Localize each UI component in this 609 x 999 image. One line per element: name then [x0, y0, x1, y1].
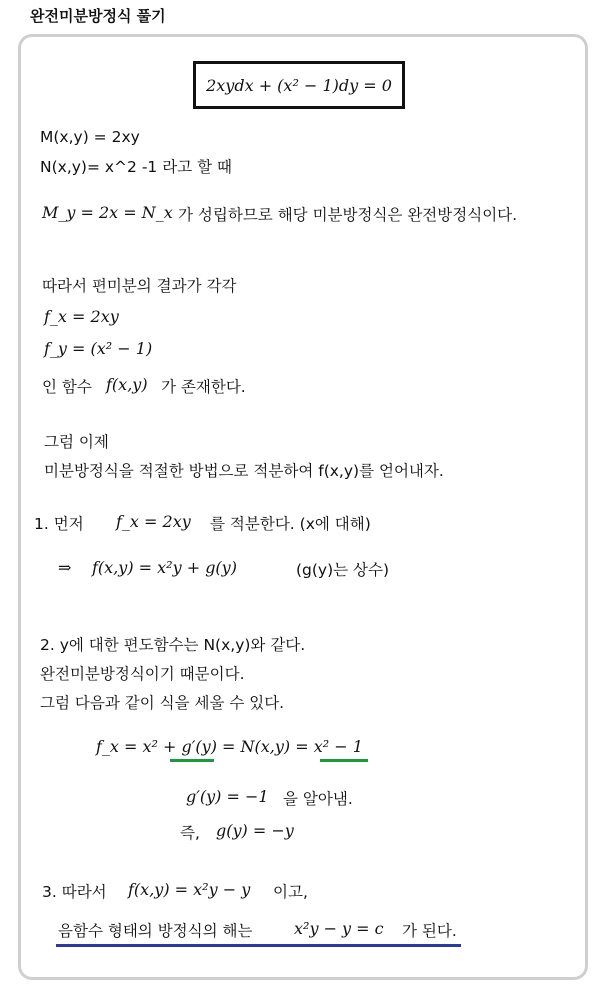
step1-suffix: 를 적분한다. (x에 대해)	[210, 515, 371, 533]
step1-result-math: f(x,y) = x²y + g(y)	[92, 558, 237, 577]
exists-math: f(x,y)	[106, 375, 148, 394]
fy-expression: f_y = (x² − 1)	[44, 339, 153, 358]
final-suffix: 가 된다.	[402, 922, 457, 940]
step1-math: f_x = 2xy	[116, 512, 191, 531]
fx-expression: f_x = 2xy	[44, 307, 119, 326]
final-math: x²y − y = c	[294, 919, 384, 938]
method-text: 미분방정식을 적절한 방법으로 적분하여 f(x,y)를 얻어내자.	[44, 462, 444, 480]
step3-suffix: 이고,	[273, 883, 308, 901]
gprime-result-math: g′(y) = −1	[186, 787, 269, 806]
step1-result-note: (g(y)는 상수)	[296, 561, 390, 579]
blue-underline-final	[56, 944, 461, 947]
boxed-equation: 2xydx + (x² − 1)dy = 0	[206, 75, 392, 95]
green-underline-minus-one	[320, 759, 368, 762]
gprime-result-text: 을 알아냄.	[283, 790, 353, 808]
step1-prefix: 1. 먼저	[34, 515, 84, 533]
g-result-math: g(y) = −y	[216, 821, 294, 840]
final-prefix: 음함수 형태의 방정식의 해는	[58, 922, 253, 940]
step3-prefix: 3. 따라서	[42, 883, 107, 901]
now-text: 그럼 이제	[44, 433, 109, 451]
exists-prefix: 인 함수	[42, 378, 92, 396]
equation-box	[193, 61, 405, 109]
partial-intro: 따라서 편미분의 결과가 각각	[42, 277, 237, 295]
step3-math: f(x,y) = x²y − y	[128, 880, 251, 899]
n-definition: N(x,y)= x^2 -1 라고 할 때	[40, 158, 232, 176]
implies-arrow: ⇒	[58, 558, 72, 577]
step2-line3: 그럼 다음과 같이 식을 세울 수 있다.	[40, 694, 285, 712]
green-underline-gprime	[170, 759, 214, 762]
exactness-condition-text: 가 성립하므로 해당 미분방정식은 완전방정식이다.	[178, 206, 518, 224]
exists-suffix: 가 존재한다.	[161, 378, 246, 396]
step2-equation: f_x = x² + g′(y) = N(x,y) = x² − 1	[96, 737, 363, 756]
step2-line1: 2. y에 대한 편도함수는 N(x,y)와 같다.	[40, 636, 306, 654]
so-prefix: 즉,	[180, 824, 200, 842]
m-definition: M(x,y) = 2xy	[40, 128, 140, 146]
step2-line2: 완전미분방정식이기 때문이다.	[40, 665, 245, 683]
page-title: 완전미분방정식 풀기	[30, 7, 166, 25]
exactness-condition-math: M_y = 2x = N_x	[42, 203, 173, 222]
